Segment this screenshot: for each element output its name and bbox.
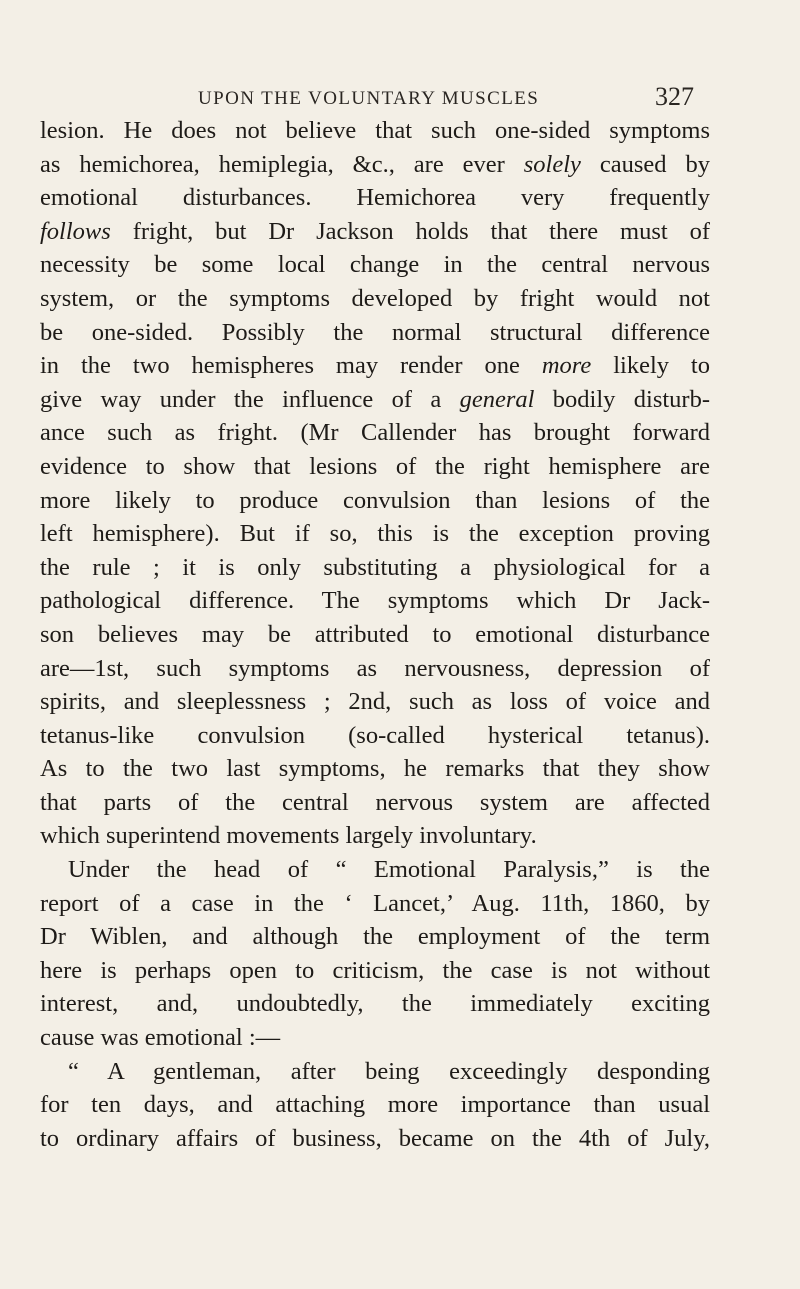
- text-line: “ A gentleman, after being exceedingly desponding: [68, 1057, 710, 1085]
- text-line: the rule ; it is only substituting a physiological for a: [40, 553, 710, 581]
- text-line: for ten days, and attaching more importance than usual: [40, 1091, 710, 1119]
- text-line: system, or the symptoms developed by fright would not: [40, 284, 710, 312]
- italic-emphasis: follows: [40, 217, 111, 245]
- text-line: left hemisphere). But if so, this is the exception proving: [40, 520, 710, 548]
- text-line: to ordinary affairs of business, became on the 4th of July,: [40, 1124, 710, 1152]
- text-line: which superintend movements largely involuntary.: [40, 822, 537, 850]
- text-line: as hemichorea, hemiplegia, &c., are ever solely caused by: [40, 150, 710, 178]
- text-line: are—1st, such symptoms as nervousness, depression of: [40, 654, 710, 682]
- text-line: report of a case in the ‘ Lancet,’ Aug. 11th, 1860, by: [40, 889, 710, 917]
- running-head: UPON THE VOLUNTARY MUSCLES: [198, 88, 540, 109]
- text-line: tetanus-like convulsion (so-called hysterical tetanus).: [40, 721, 710, 749]
- italic-emphasis: solely: [523, 150, 581, 178]
- text-line: be one-sided. Possibly the normal structural difference: [40, 318, 710, 346]
- text-line: that parts of the central nervous system are affected: [40, 788, 710, 816]
- text-line: in the two hemispheres may render one more likely to: [40, 352, 710, 380]
- text-line: cause was emotional :—: [40, 1024, 281, 1052]
- body-text: [40, 114, 710, 1155]
- text-line: follows fright, but Dr Jackson holds that there must of: [40, 217, 710, 245]
- text-line: ance such as fright. (Mr Callender has brought forward: [40, 419, 710, 447]
- page-number: 327: [655, 82, 694, 111]
- italic-emphasis: more: [541, 352, 592, 380]
- text-line: son believes may be attributed to emotional disturbance: [40, 620, 710, 648]
- text-line: evidence to show that lesions of the right hemisphere are: [40, 452, 710, 480]
- italic-emphasis: general: [459, 385, 535, 413]
- text-line: Under the head of “ Emotional Paralysis,” is the: [68, 856, 710, 884]
- text-line: give way under the influence of a general bodily disturb-: [40, 385, 710, 413]
- text-line: here is perhaps open to criticism, the case is not without: [40, 956, 710, 984]
- text-line: spirits, and sleeplessness ; 2nd, such as loss of voice and: [40, 688, 710, 716]
- text-line: As to the two last symptoms, he remarks that they show: [40, 755, 710, 783]
- text-line: Dr Wiblen, and although the employment of the term: [40, 923, 710, 951]
- text-line: pathological difference. The symptoms which Dr Jack-: [40, 587, 710, 615]
- text-line: emotional disturbances. Hemichorea very frequently: [40, 184, 710, 212]
- text-line: lesion. He does not believe that such one-sided symptoms: [40, 117, 710, 144]
- text-line: more likely to produce convulsion than lesions of the: [40, 486, 710, 514]
- text-line: necessity be some local change in the central nervous: [40, 251, 710, 279]
- text-line: interest, and, undoubtedly, the immediately exciting: [40, 990, 710, 1018]
